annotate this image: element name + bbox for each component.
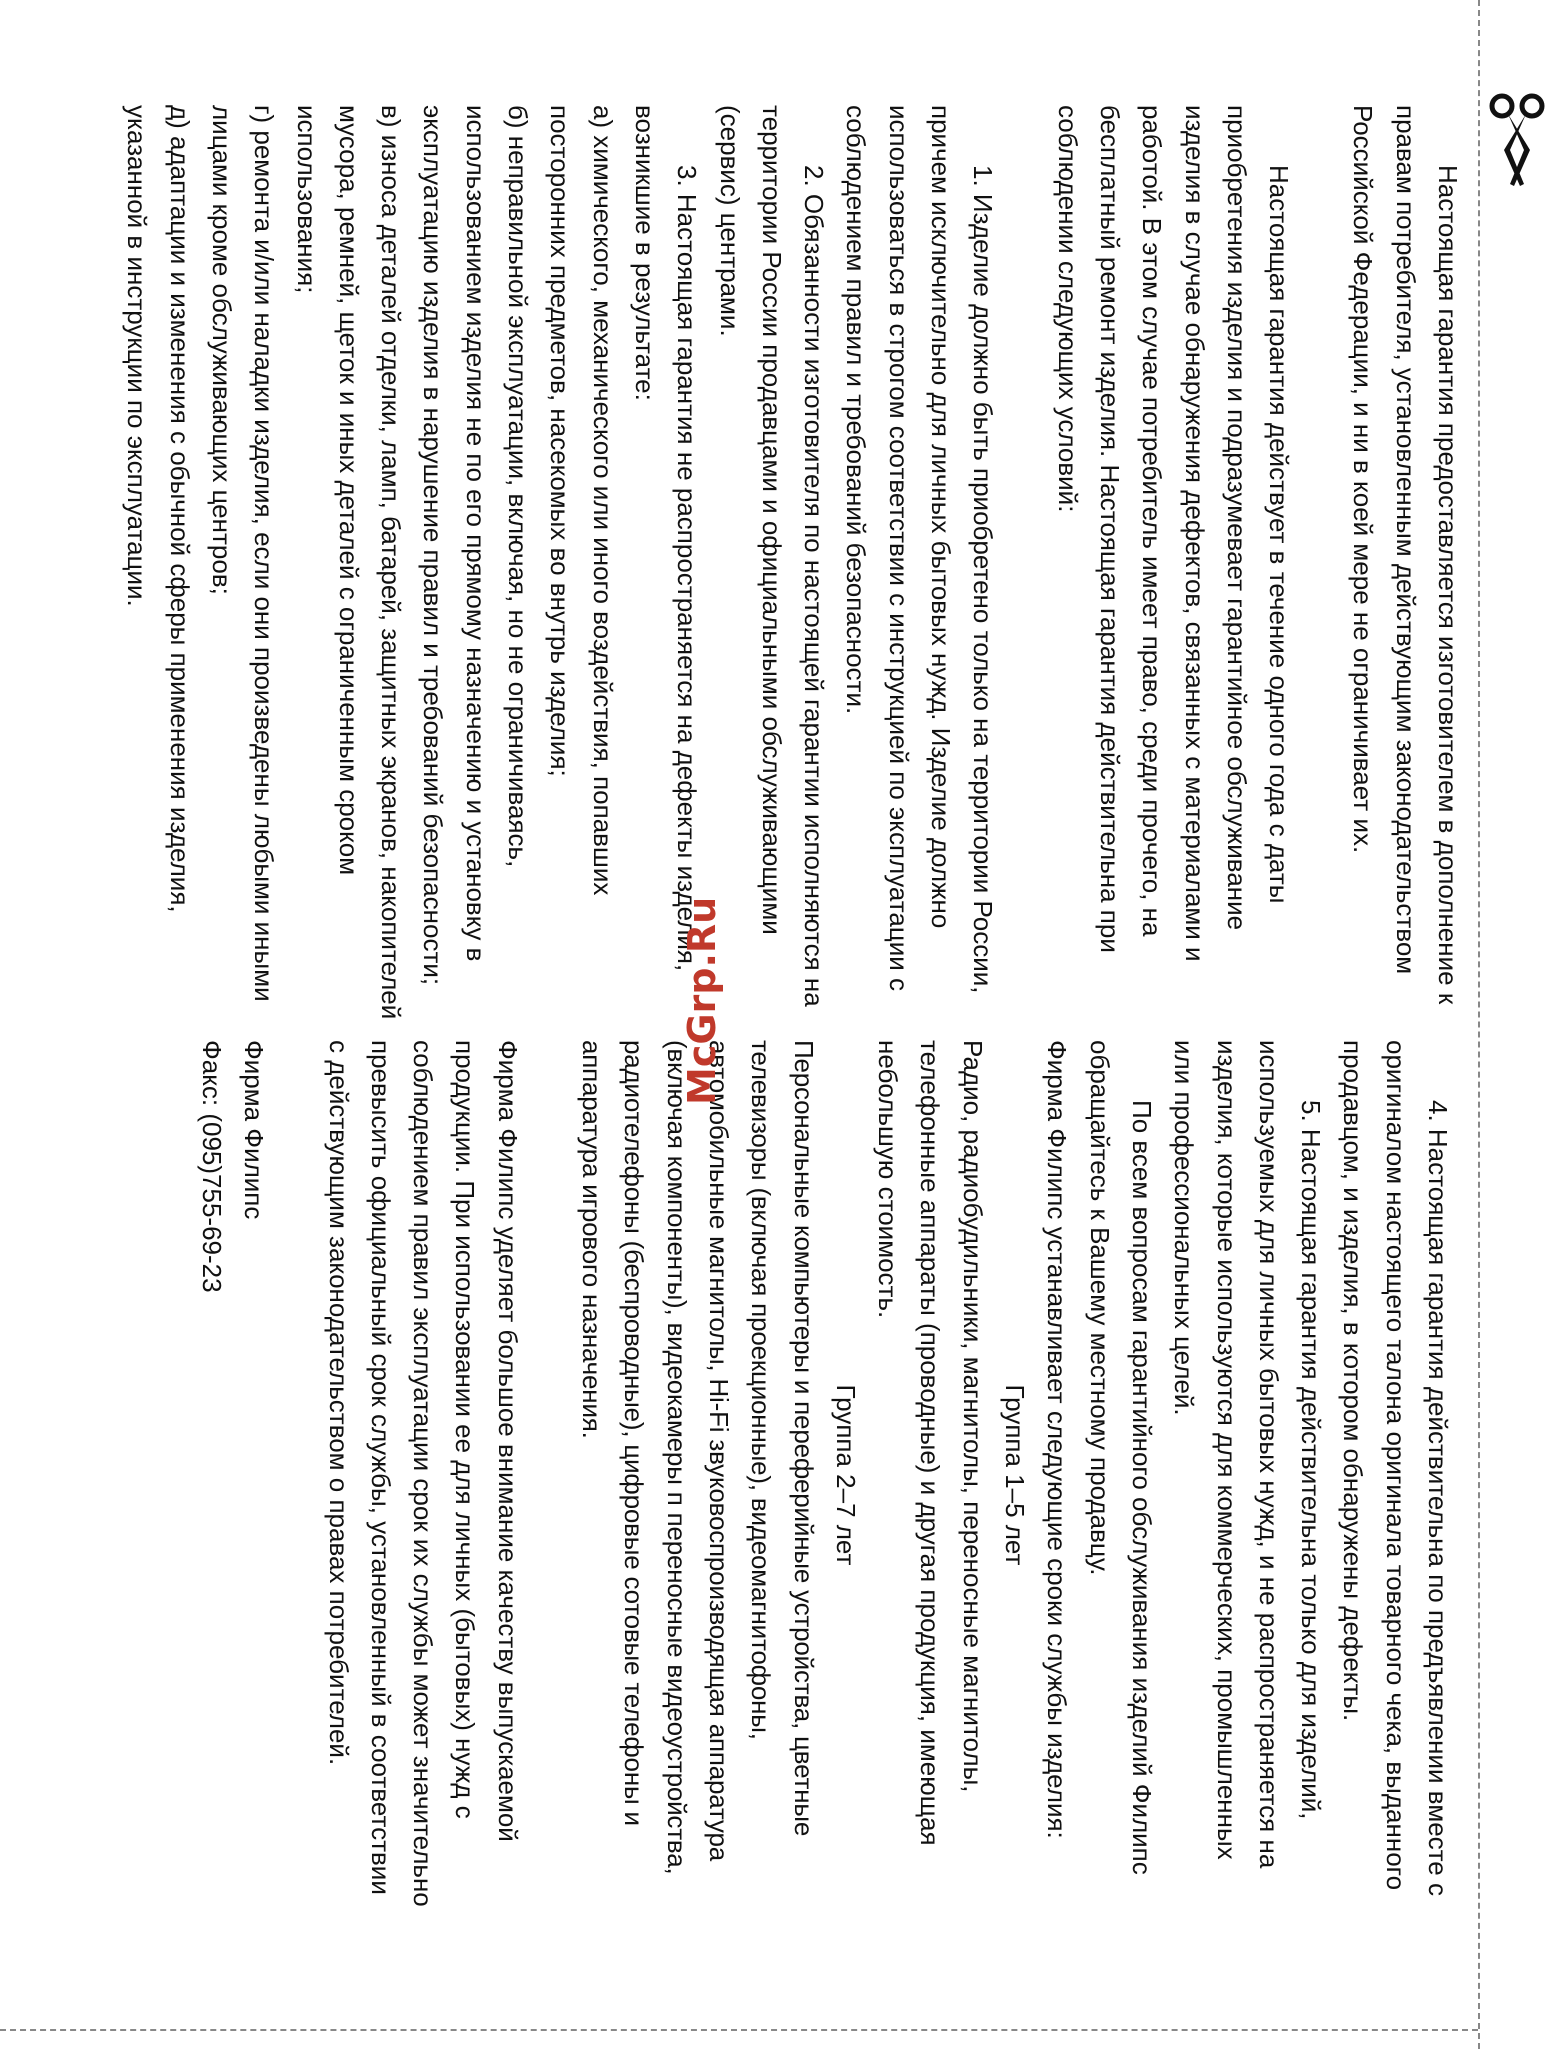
group-1-title: Группа 1–5 лет bbox=[1000, 1384, 1031, 1566]
company-name: Фирма Филипс bbox=[239, 1040, 270, 1220]
fax-number: Факс: (095)755-69-23 bbox=[196, 1040, 227, 1293]
group-2-title: Группа 2–7 лет bbox=[830, 1384, 861, 1566]
exclusion-g: г) ремонта и/или наладки изделия, если они произведены любыми иными лицами кроме обслуживающих центров; bbox=[206, 105, 280, 1002]
paragraph-intro: Настоящая гарантия предоставляется изготовителем в дополнение к правам потребителя, установленным действующим законодательством Российской Федерации, и ни в коей мере не ограничивает их. bbox=[1348, 105, 1463, 1005]
left-text-column bbox=[116, 105, 1469, 1025]
exclusion-a: а) химического, механического или иного воздействия, попавших посторонних предметов, насекомых во внутрь изделия; bbox=[545, 105, 618, 896]
condition-5: 5. Настоящая гарантия действительна только для изделий, используемых для личных бытовых нужд, и не распространяется на изделия, которые используются для коммерческих, промышленных или профессиональных целей. bbox=[1169, 1040, 1327, 1869]
exclusion-b: б) неправильной эксплуатации, включая, но не ограничиваясь, использованием изделия не по его прямому назначению и установку в эксплуатацию изделия в нарушение правил и требований безопасности; bbox=[418, 105, 534, 986]
condition-1: 1. Изделие должно быть приобретено только на территории России, причем исключительно для личных бытовых нужд. Изделие должно использоваться в строгом соответствии с инструкцией по эксплуатации с соблюдением правил и требований безопасности. bbox=[841, 105, 999, 994]
condition-4: 4. Настоящая гарантия действительна по предъявлении вместе с оригиналом настоящего талона оригинала товарного чека, выданного продавцом, и изделия, в котором обнаружены дефекты. bbox=[1338, 1040, 1453, 1896]
paragraph-term: Настоящая гарантия действует в течение одного года с даты приобретения изделия и подразумевает гарантийное обслуживание изделия в случае обнаружения дефектов, связанных с материалами и работой. В этом случае потребитель имеет право, среди прочего, на бесплатный ремонт изделия. Настоящая гарантия действительна при соблюдении следующих условий: bbox=[1052, 105, 1295, 962]
right-text-column bbox=[191, 1040, 1459, 1910]
exclusion-d: д) адаптации и изменения с обычной сферы применения изделия, указанной в инструкции по эксплуатации. bbox=[122, 105, 195, 913]
service-life-intro: Фирма Филипс устанавливает следующие сроки службы изделия: bbox=[1042, 1040, 1073, 1839]
watermark: McGrp.Ru bbox=[680, 896, 724, 1105]
condition-2: 2. Обязанности изготовителя по настоящей гарантии исполняются на территории России продавцами и официальными обслуживающими (сервис) центрами. bbox=[714, 105, 830, 1007]
quality-note: Фирма Филипс уделяет большое внимание качеству выпускаемой продукции. При использовании ее для личных (бытовых) нужд с соблюдением правил эксплуатации срок их службы может значительно превысить официальный срок службы, установленный в соответствии с действующим законодательством о правах потребителей. bbox=[323, 1040, 523, 1907]
exclusion-v: в) износа деталей отделки, ламп, батарей, защитных экранов, накопителей мусора, ремней, щеток и иных деталей с ограниченным сроком использования; bbox=[291, 105, 407, 1020]
service-contact-note: По всем вопросам гарантийного обслуживания изделий Филипс обращайтесь к Вашему местному продавцу. bbox=[1084, 1040, 1157, 1875]
condition-3: 3. Настоящая гарантия не распространяется на дефекты изделия, возникшие в результате: bbox=[629, 105, 703, 972]
group-2-text: Персональные компьютеры и переферийные устройства, цветные телевизоры (включая проекционные), видеомагнитофоны, автомобильные магнитолы, Hi-Fi звуковоспроизводящая аппаратура (включая компоненты), видеокамеры п переносные видеоустройства, радиотелефоны (беспроводные), цифровые сотовые телефоны и аппаратура игрового назначения. bbox=[577, 1040, 819, 1875]
group-1-text: Радио, радиобудильники, магнитолы, переносные магнитолы, телефонные аппараты (проводные) и другая продукция, имеющая небольшую стоимость. bbox=[873, 1040, 988, 1846]
